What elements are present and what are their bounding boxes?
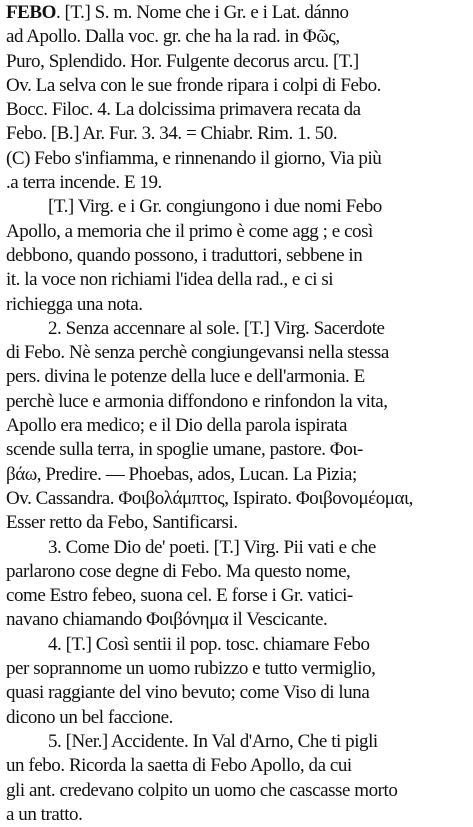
entry-line-text: dicono un bel faccione. (6, 706, 173, 728)
entry-line (6, 463, 467, 487)
entry-line-text: ad Apollo. Dalla voc. gr. che ha la rad. in Φῶς, (6, 26, 340, 48)
dictionary-entry-febo (6, 0, 467, 827)
entry-line-text: Puro, Splendido. Hor. Fulgente decorus arcu. [T.] (6, 50, 359, 72)
entry-line (6, 754, 467, 778)
entry-line-text: βάω, Predire. — Phoebas, ados, Lucan. La Pizia; (6, 463, 357, 485)
entry-line (6, 74, 467, 98)
entry-line-text: un febo. Ricorda la saetta di Febo Apollo, da cui (6, 755, 352, 777)
entry-line-text: richiegga una nota. (6, 293, 143, 315)
entry-line-text: Esser retto da Febo, Santificarsi. (6, 512, 238, 534)
entry-line-text: come Estro febeo, suona cel. E forse i Gr. vatici- (6, 585, 353, 607)
headword: FEBO (6, 2, 56, 23)
entry-line (6, 657, 467, 681)
entry-line-text: Ov. La selva con le sue fronde ripara i colpi di Febo. (6, 74, 381, 96)
entry-line (6, 0, 467, 25)
entry-line (6, 584, 467, 608)
entry-line (6, 730, 467, 754)
entry-line (6, 50, 467, 74)
entry-line (6, 293, 467, 317)
entry-line (6, 779, 467, 803)
entry-line-text: per soprannome un uomo rubizzo e tutto vermiglio, (6, 658, 376, 680)
entry-line (6, 195, 467, 219)
entry-line (6, 220, 467, 244)
entry-line-text: gli ant. credevano colpito un uomo che cascasse morto (6, 779, 398, 801)
entry-line-text: Ov. Cassandra. Φοιβολάμπτος, Ispirato. Φοιβονομέομαι, (6, 487, 413, 509)
entry-line-text: 4. [T.] Così sentii il pop. tosc. chiamare Febo (48, 633, 370, 655)
entry-line (6, 608, 467, 632)
entry-line (6, 390, 467, 414)
entry-line (6, 633, 467, 657)
entry-line-text: (C) Febo s'infiamma, e rinnenando il giorno, Via più (6, 147, 382, 169)
entry-line (6, 317, 467, 341)
entry-line-text: Apollo, a memoria che il primo è come agg ; e così (6, 220, 373, 242)
entry-line-text: a un tratto. (6, 803, 83, 825)
entry-line-text: 2. Senza accennare al sole. [T.] Virg. Sacerdote (48, 317, 385, 339)
entry-line (6, 511, 467, 535)
entry-line-text: Apollo era medico; e il Dio della parola ispirata (6, 415, 347, 437)
entry-line (6, 244, 467, 268)
entry-line (6, 98, 467, 122)
entry-line (6, 268, 467, 292)
entry-line-text: pers. divina le potenze della luce e dell'armonia. E (6, 366, 365, 388)
entry-line (6, 341, 467, 365)
entry-line-text: di Febo. Nè senza perchè congiungevansi nella stessa (6, 342, 389, 364)
entry-line (6, 560, 467, 584)
entry-line (6, 706, 467, 730)
entry-line (6, 365, 467, 389)
entry-line-text: parlarono cose degne di Febo. Ma questo nome, (6, 560, 351, 582)
entry-line (6, 414, 467, 438)
entry-line-text: [T.] Virg. e i Gr. congiungono i due nomi Febo (48, 196, 382, 218)
entry-line-text: perchè luce e armonia diffondono e rinfondon la vita, (6, 390, 388, 412)
entry-line-text: navano chiamando Φοιβόνημα il Vescicante. (6, 609, 328, 631)
entry-line-text: Bocc. Filoc. 4. La dolcissima primavera recata da (6, 99, 361, 121)
entry-line (6, 171, 467, 195)
entry-line (6, 487, 467, 511)
entry-line-text: 3. Come Dio de' poeti. [T.] Virg. Pii vati e che (48, 536, 376, 558)
entry-line (6, 122, 467, 146)
entry-line (6, 438, 467, 462)
entry-line-text: . [T.] S. m. Nome che i Gr. e i Lat. dánno (55, 2, 349, 23)
entry-line (6, 147, 467, 171)
entry-line (6, 681, 467, 705)
entry-line-text: .a terra incende. E 19. (6, 172, 162, 194)
entry-line-text: 5. [Ner.] Accidente. In Val d'Arno, Che ti pigli (48, 730, 378, 752)
entry-line-text: it. la voce non richiami l'idea della rad., e ci si (6, 269, 334, 291)
entry-line (6, 536, 467, 560)
entry-line-text: Febo. [B.] Ar. Fur. 3. 34. = Chiabr. Rim. 1. 50. (6, 123, 338, 145)
entry-line-text: scende sulla terra, in spoglie umane, pastore. Φοι- (6, 439, 363, 461)
entry-line (6, 25, 467, 49)
entry-line-text: debbono, quando possono, i traduttori, sebbene in (6, 244, 363, 266)
entry-line-text: quasi raggiante del vino bevuto; come Viso di luna (6, 682, 370, 704)
entry-line (6, 803, 467, 827)
